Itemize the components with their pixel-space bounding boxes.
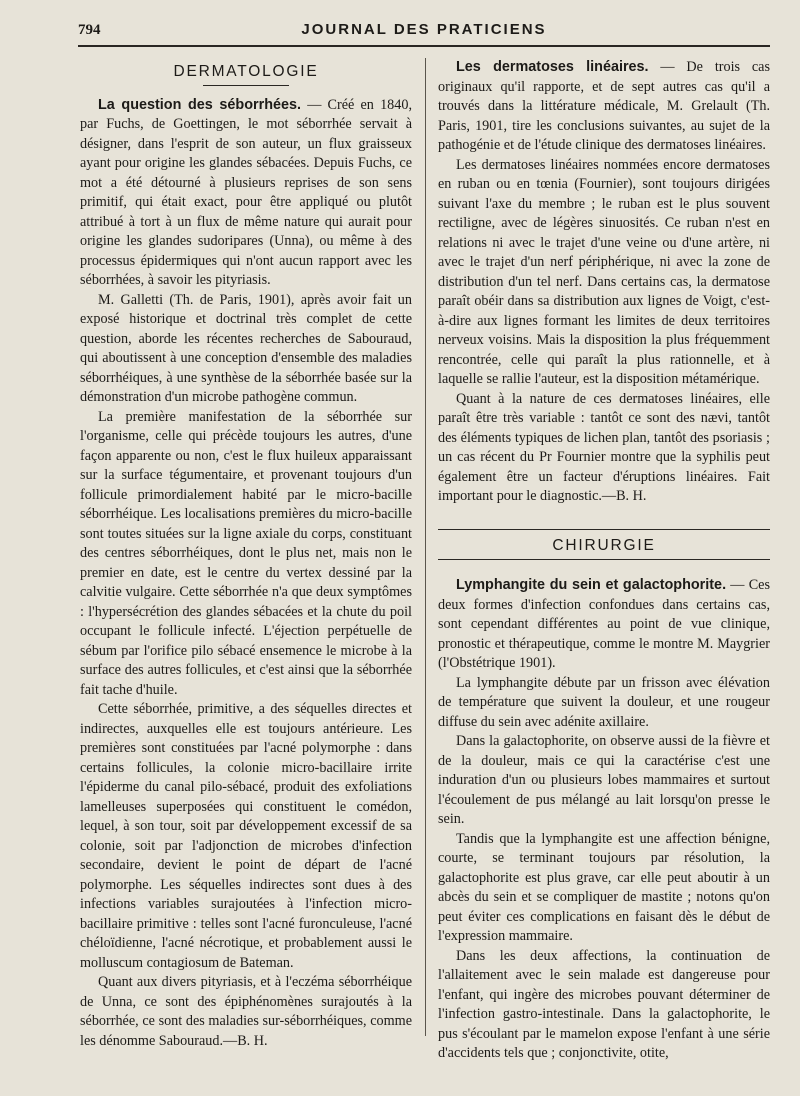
section-title-box bbox=[438, 529, 770, 561]
article-dermatoses-intro bbox=[438, 58, 770, 156]
page-number: 794 bbox=[78, 22, 101, 38]
article-seborrhees-intro bbox=[80, 96, 412, 291]
paragraph: Tandis que la lymphangite est une affection bénigne, courte, se terminant toujours par résolution, la galactophorite est plus grave, car elle peut aboutir à un abcès du sein et se compliquer de mastite ; notons qu'on peut éviter ces complications en faisant dès le début de l'expression mammaire. bbox=[438, 830, 770, 944]
right-column bbox=[438, 58, 770, 1064]
header-rule bbox=[78, 45, 770, 47]
section-title-rule bbox=[203, 85, 289, 86]
paragraph: Les dermatoses linéaires nommées encore dermatoses en ruban ou en tœnia (Fournier), sont toujours dirigées suivant l'axe du membre ; le ruban est le plus souvent rectiligne, avec de légères sinuosités. Ce ruban n'est en relations ni avec le trajet d'une veine ou d'une artère, ni avec le trajet d'un nerf périphérique, ni avec la zone de distribution d'un tel nerf. Dans certains cas, la dermatose paraît obéir dans sa distribution aux lignes de Voigt, c'est-à-dire aux lignes formant les limites de deux territoires nerveux voisins. Mais la disposition la plus fréquemment rencontrée, celle qui paraît la plus rationnelle, et à laquelle se rallie l'auteur, est la disposition métamérique. bbox=[438, 156, 770, 387]
paragraph: Cette séborrhée, primitive, a des séquelles directes et indirectes, auxquelles elle est toujours antérieure. Les premières sont constituées par l'acné polymorphe : dans certains follicules, la colonie micro-bacillaire irrite l'épiderme du canal pilo-sébacé, produit des exfoliations lamelleuses superposées qui constituent le comédon, lequel, à son tour, soit par développement excessif de sa colonie, soit par l'adjonction de microbes d'infection secondaire, devient le point de départ de l'acné polymorphe. Les séquelles indirectes sont dues à des infections variables surajoutées à l'infection micro-bacillaire primitive : telles sont l'acné furonculeuse, l'acné chéloïdienne, l'acné nécrotique, et probablement aussi le molluscum contagiosum de Bateman. bbox=[80, 701, 412, 971]
paragraph: M. Galletti (Th. de Paris, 1901), après avoir fait un exposé historique et doctrinal très complet de cette question, aborde les récentes recherches de Sabouraud, qui aboutissent à une conception d'ensemble des maladies séborrhéiques, à une synthèse de la séborrhée basée sur la démonstration d'un microbe pathogène commun. bbox=[80, 291, 412, 405]
paragraph: Dans les deux affections, la continuation de l'allaitement avec le sein malade est dangereuse pour l'enfant, qui ingère des microbes pouvant déterminer de l'infection gastro-intestinale. Dans la galactophorite, le pus s'écoulant par le mamelon expose l'enfant à une série d'accidents tels que ; conjonctivite, otite, bbox=[438, 947, 770, 1061]
article-heading-dermatoses: Les dermatoses linéaires. bbox=[456, 59, 649, 75]
paragraph: La première manifestation de la séborrhée sur l'organisme, celle qui précède toujours les autres, d'une façon apparente ou non, c'est le flux huileux apparaissant sur la surface tégumentaire, et provenant toujours d'un follicule primordialement habité par le micro-bacille séborrhéique. Les localisations premières du micro-bacille sont toutes situées sur la ligne axiale du corps, constituant des centres séborrhéiques, dont le plus net, mais non le premier en date, est le centre du vertex dessiné par la calvitie vulgaire. Cette séborrhée n'a que deux symptômes : l'hypersécrétion des glandes sébacées et la chute du poil occupant le follicule infecté. L'éjection perpétuelle de sébum par l'orifice pilo sébacé ensemence le microbe à la surface des autres follicules, et c'est ainsi que la séborrhée fait tache d'huile. bbox=[80, 408, 412, 698]
paragraph: La lymphangite débute par un frisson avec élévation de température que suivent la douleur, et une rougeur diffuse du sein avec adénite axillaire. bbox=[438, 674, 770, 730]
section-title-dermatologie: DERMATOLOGIE bbox=[173, 63, 319, 80]
left-column bbox=[80, 58, 412, 1051]
section-title-chirurgie: CHIRURGIE bbox=[552, 536, 656, 554]
article-heading-lymphangite: Lymphangite du sein et galactophorite. bbox=[456, 577, 727, 593]
article-heading-seborrhees: La question des séborrhées. bbox=[98, 96, 302, 113]
journal-title: JOURNAL DES PRATICIENS bbox=[301, 21, 547, 38]
article-lymphangite-intro bbox=[438, 576, 770, 674]
paragraph-text: — Créé en 1840, par Fuchs, de Goettingen, le mot séborrhée servait à désigner, dans l'esprit de son auteur, un flux graisseux ayant pour origine les glandes sébacées. Depuis Fuchs, ce mot a été détourné à plusieurs reprises de son sens primitif, qui était exact, pour être appliqué ou plutôt attribué à tort à un flux de même nature qui aurait pour origine les glandes sudoripares (Unna), ou même à des processus épidermiques qui n'ont aucun rapport avec les séborrhées, à savoir les pityriasis. bbox=[80, 96, 412, 288]
paragraph-signed: Quant à la nature de ces dermatoses linéaires, elle paraît être très variable : tantôt ce sont des nævi, tantôt des éléments typiques de lichen plan, tantôt des psoriasis ; un cas récent du Pr Fournier montre que la syphilis peut également être un facteur d'éruptions linéaires. Fait important pour le diagnostic.—B. H. bbox=[438, 390, 770, 504]
page-header bbox=[78, 18, 770, 46]
paragraph-text: — Ces deux formes d'infection confondues dans certains cas, sont cependant différentes au point de vue clinique, pronostic et thérapeutique, comme le montre M. Maygrier (l'Obstétrique 1901). bbox=[438, 577, 770, 671]
paragraph-signed: Quant aux divers pityriasis, et à l'eczéma séborrhéique de Unna, ce sont des épiphénomènes surajoutés à la séborrhée, ce sont des maladies sur-séborrhéiques, comme les dénomme Sabouraud.—B. H. bbox=[80, 974, 412, 1049]
paragraph-text: — De trois cas originaux qu'il rapporte, et de sept autres cas qu'il a trouvés dans la littérature médicale, M. Grelault (Th. Paris, 1901, tire les conclusions suivantes, au sujet de la pathogénie et de l'étude clinique des dermatoses linéaires. bbox=[438, 59, 770, 153]
paragraph: Dans la galactophorite, on observe aussi de la fièvre et de la douleur, mais ce qui la caractérise c'est une induration d'un ou plusieurs lobes mammaires et surtout l'écoulement de pus mélangé au lait lorsqu'on presse le sein. bbox=[438, 733, 770, 827]
column-divider bbox=[425, 58, 426, 1036]
